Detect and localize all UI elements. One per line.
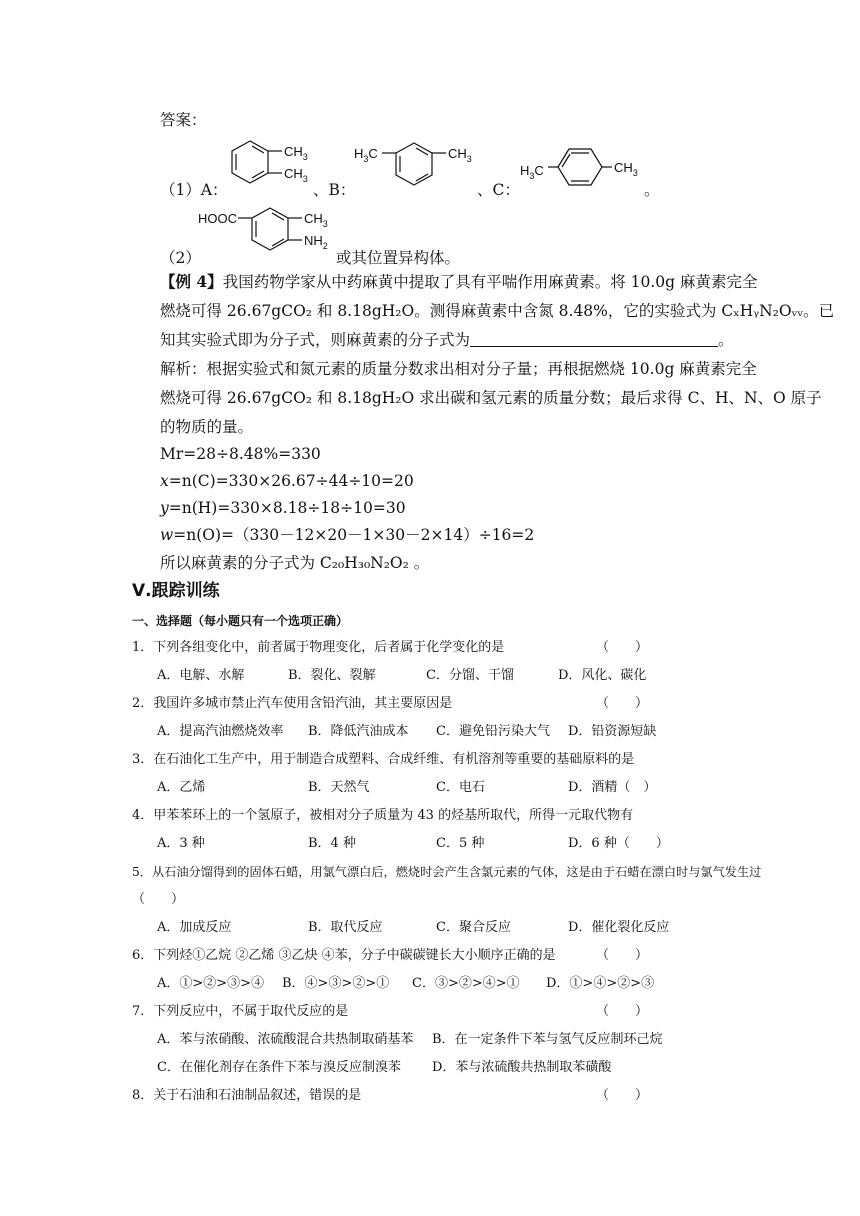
- answer-part1-label: （1）A：: [160, 181, 228, 199]
- calc-w-var: w: [160, 526, 174, 544]
- example4-line1: [160, 272, 757, 292]
- option[interactable]: D．苯与浓硫酸共热制取苯磺酸: [432, 1060, 612, 1075]
- answer-part2-tail: 或其位置异构体。: [336, 249, 461, 267]
- section-title: Ⅴ.跟踪训练: [132, 581, 220, 601]
- mol-b-sub2: $CH_3$: [448, 146, 472, 164]
- option[interactable]: D．①>④>②>③: [546, 976, 655, 991]
- mol-d-sub2: $CH_3$: [304, 211, 328, 229]
- question-stem: 5．从石油分馏得到的固体石蜡，用氯气漂白后，燃烧时会产生含氯元素的气体，这是由于石蜡在漂白时与氯气发生过: [132, 865, 762, 879]
- example4-line2: 燃烧可得 26.67gCO₂ 和 8.18gH₂O。测得麻黄素中含氮 8.48%，它的实验式为 CₓHᵧN₂Oᵥᵥ。已: [160, 302, 835, 320]
- option[interactable]: D．催化裂化反应: [568, 920, 670, 935]
- question-paren: （ ）: [596, 1004, 649, 1019]
- calc-mr: Mr=28÷8.48%=330: [160, 445, 321, 463]
- answer-blank[interactable]: [470, 331, 718, 347]
- option[interactable]: C．5 种: [436, 836, 485, 851]
- option[interactable]: A．加成反应: [157, 920, 232, 935]
- question-paren: （ ）: [132, 892, 185, 907]
- conclusion: 所以麻黄素的分子式为 C₂₀H₃₀N₂O₂ 。: [160, 554, 430, 572]
- example4-text1: 我国药物学家从中药麻黄中提取了具有平喘作用麻黄素。将 10.0g 麻黄素完全: [222, 273, 758, 291]
- answer-part2-label: （2）: [160, 249, 201, 267]
- p-xylene-structure: [518, 143, 648, 193]
- option[interactable]: D．酒精（ ）: [568, 780, 657, 795]
- mol-a-sub1: $CH_3$: [284, 144, 308, 162]
- question-paren: （ ）: [596, 640, 649, 655]
- question-stem: 1．下列各组变化中，前者属于物理变化，后者属于化学变化的是: [132, 640, 505, 655]
- question-stem: 7．下列反应中，不属于取代反应的是: [132, 1004, 349, 1019]
- option[interactable]: D．铅资源短缺: [568, 724, 657, 739]
- option[interactable]: D．6 种（ ）: [568, 836, 669, 851]
- mol-c-sub1: $H_3C$: [520, 163, 544, 181]
- example4-tag: 【例 4】: [160, 272, 223, 291]
- calc-y-expr: =n(H)=330×8.18÷18÷10=30: [168, 499, 406, 517]
- mol-d-sub1: HOOC: [198, 211, 237, 226]
- option[interactable]: B．④>③>②>①: [282, 976, 390, 991]
- aminotoluic-acid-structure: [196, 202, 346, 268]
- calc-x-expr: =n(C)=330×26.67÷44÷10=20: [168, 472, 414, 490]
- question-stem: 6．下列烃①乙烷 ②乙烯 ③乙炔 ④苯，分子中碳碳键长大小顺序正确的是: [132, 948, 556, 963]
- calc-x-var: x: [160, 472, 169, 490]
- option[interactable]: C．电石: [436, 780, 485, 795]
- answer-title: 答案：: [160, 111, 207, 129]
- example4-text3-end: 。: [718, 331, 734, 349]
- calc-w: [160, 525, 534, 545]
- question-stem: 2．我国许多城市禁止汽车使用含铅汽油，其主要原因是: [132, 696, 453, 711]
- option[interactable]: A．乙烯: [157, 780, 206, 795]
- option[interactable]: B．降低汽油成本: [308, 724, 409, 739]
- option[interactable]: C．分馏、干馏: [426, 668, 514, 683]
- calc-w-expr: =n(O)=（330－12×20－1×30－2×14）÷16=2: [173, 526, 535, 544]
- option[interactable]: B．取代反应: [308, 920, 383, 935]
- mol-c-sub2: $CH_3$: [614, 160, 638, 178]
- option[interactable]: C．③>②>④>①: [412, 976, 520, 991]
- option[interactable]: B．天然气: [308, 780, 370, 795]
- mol-b-sub1: $H_3C$: [354, 146, 378, 164]
- sep-b: 、B：: [313, 181, 356, 199]
- mol-d-sub3: $NH_2$: [304, 233, 328, 251]
- option[interactable]: A．3 种: [157, 836, 205, 851]
- option[interactable]: C．聚合反应: [436, 920, 511, 935]
- option[interactable]: D．风化、碳化: [558, 668, 647, 683]
- analysis-line2: 燃烧可得 26.67gCO₂ 和 8.18gH₂O 求出碳和氢元素的质量分数；最后求得 C、H、N、O 原子: [160, 389, 822, 407]
- m-xylene-structure: [352, 140, 482, 198]
- option[interactable]: A．提高汽油燃烧效率: [157, 724, 284, 739]
- analysis-line3: 的物质的量。: [160, 418, 254, 436]
- analysis-line1: 解析：根据实验式和氮元素的质量分数求出相对分子量；再根据燃烧 10.0g 麻黄素完全: [160, 360, 757, 378]
- question-paren: （ ）: [596, 696, 649, 711]
- option[interactable]: A．①>②>③>④: [157, 976, 265, 991]
- example4-text3: 知其实验式即为分子式，则麻黄素的分子式为: [160, 331, 471, 349]
- question-stem: 8．关于石油和石油制品叙述，错误的是: [132, 1088, 362, 1103]
- option[interactable]: B．4 种: [308, 836, 356, 851]
- option[interactable]: B．在一定条件下苯与氢气反应制环己烷: [432, 1032, 663, 1047]
- section-subtitle: 一、选择题（每小题只有一个选项正确）: [132, 614, 349, 628]
- option[interactable]: B．裂化、裂解: [288, 668, 376, 683]
- mol-a-sub2: $CH_3$: [284, 166, 308, 184]
- option[interactable]: C．避免铅污染大气: [436, 724, 550, 739]
- question-paren: （ ）: [596, 1088, 649, 1103]
- option[interactable]: A．电解、水解: [157, 668, 245, 683]
- option[interactable]: C．在催化剂存在条件下苯与溴反应制溴苯: [157, 1060, 401, 1075]
- question-paren: （ ）: [596, 948, 649, 963]
- question-stem: 3．在石油化工生产中，用于制造合成塑料、合成纤维、有机溶剂等重要的基础原料的是: [132, 752, 635, 767]
- calc-y-var: y: [160, 499, 169, 517]
- example4-line3: [160, 330, 734, 350]
- calc-x: [160, 471, 414, 491]
- end-mark: 。: [644, 181, 660, 199]
- calc-y: [160, 498, 406, 518]
- question-stem: 4．甲苯苯环上的一个氢原子，被相对分子质量为 43 的烃基所取代，所得一元取代物有: [132, 808, 634, 823]
- o-xylene-structure: [222, 136, 322, 200]
- sep-c: 、C：: [477, 181, 520, 199]
- option[interactable]: A．苯与浓硝酸、浓硫酸混合共热制取硝基苯: [157, 1032, 414, 1047]
